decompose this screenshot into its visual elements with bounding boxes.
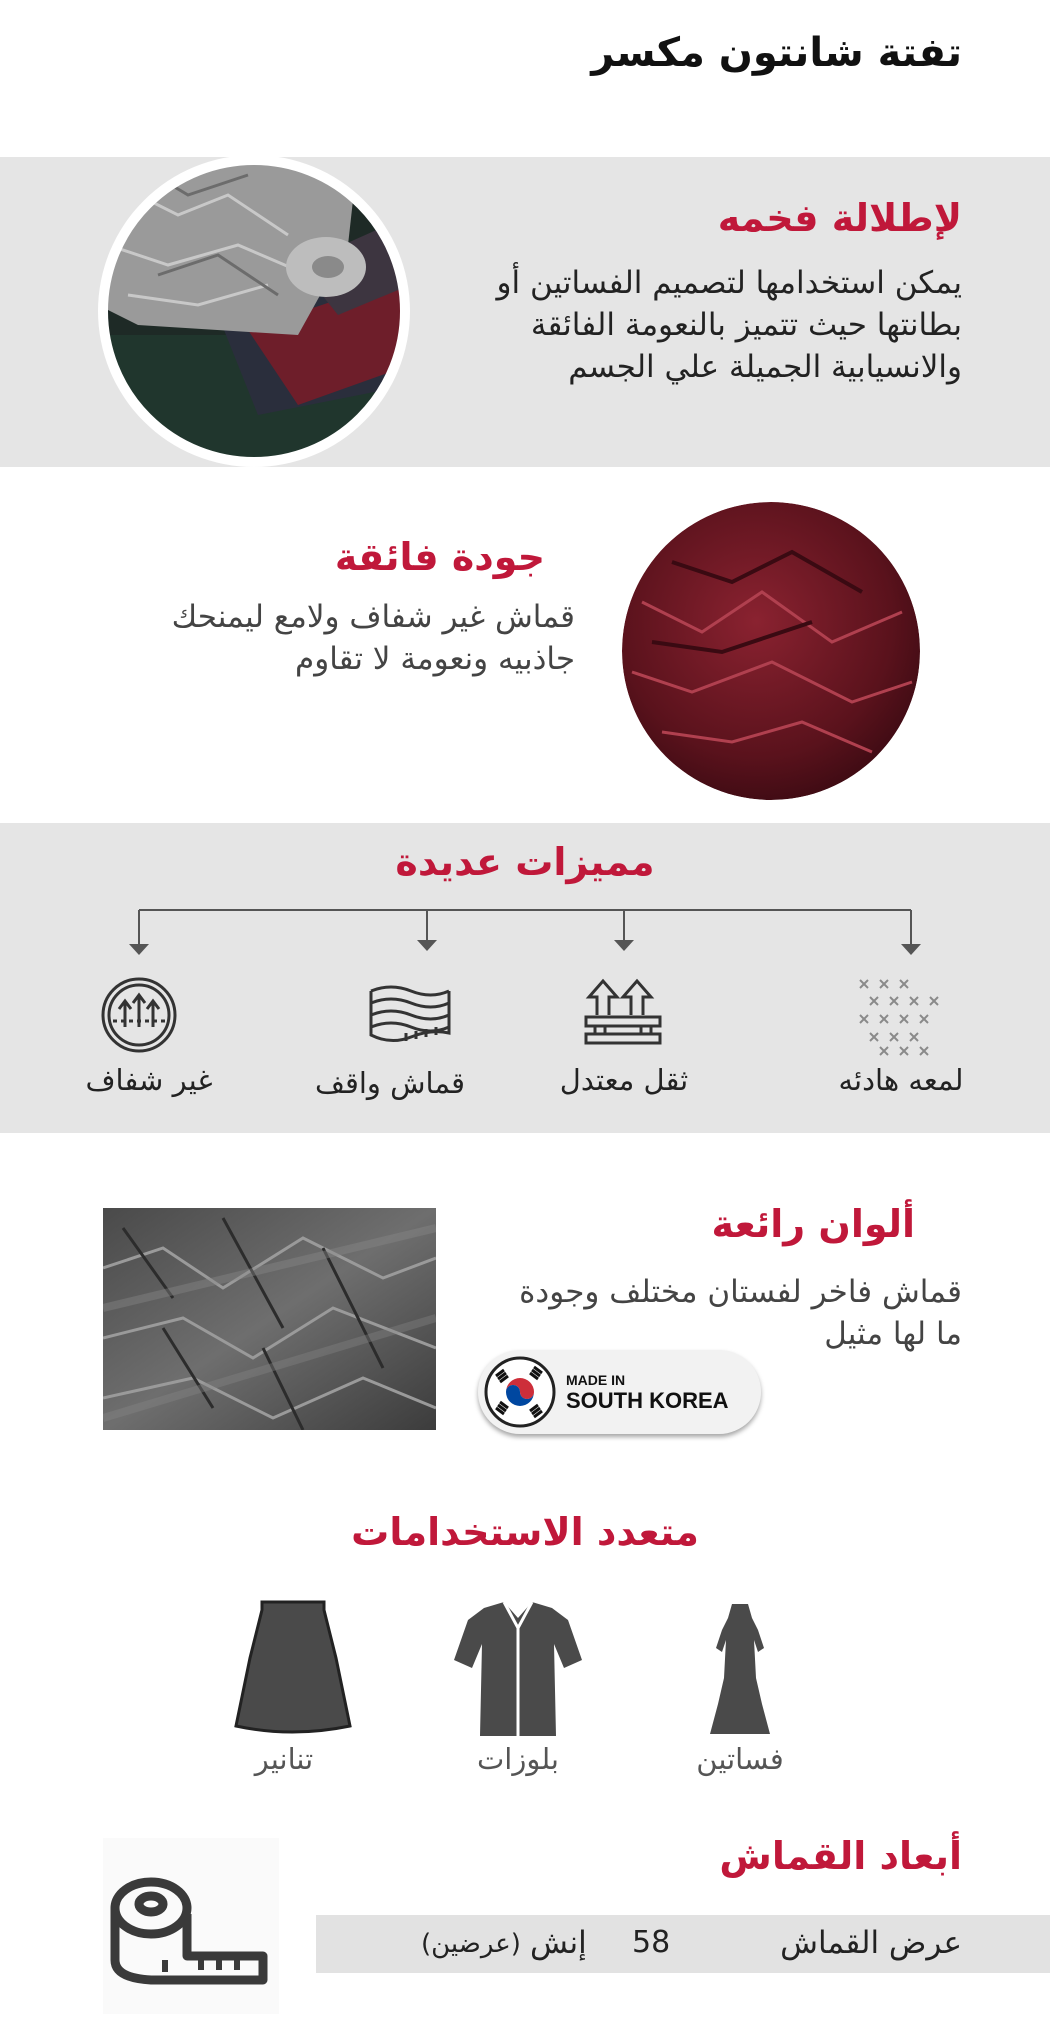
korea-flag-icon — [484, 1356, 556, 1428]
blouse-icon — [450, 1598, 586, 1740]
dress-icon — [700, 1600, 780, 1740]
opacity-circle-icon — [99, 975, 179, 1055]
features-connector — [0, 900, 1050, 960]
features-heading: مميزات عديدة — [395, 840, 655, 884]
fabric-rolls-image — [98, 155, 410, 467]
colors-text — [519, 1271, 962, 1355]
feature-label-opaque: غير شفاف — [85, 1063, 213, 1097]
feature-label-stiff: قماش واقف — [314, 1066, 466, 1100]
colors-text-line: قماش فاخر لفستان مختلف وجودة — [519, 1274, 962, 1310]
luxury-heading: لإطلالة فخمه — [717, 196, 962, 240]
use-label-dresses: فساتين — [696, 1742, 784, 1776]
page-title: تفتة شانتون مكسر — [591, 30, 962, 76]
luxury-text-line: بطانتها حيث تتميز بالنعومة الفائقة — [530, 307, 962, 343]
red-fabric-image — [622, 502, 920, 800]
skirt-icon — [232, 1598, 354, 1740]
quality-text-line: قماش غير شفاف ولامع ليمنحك — [171, 599, 575, 635]
badge-big-text: SOUTH KOREA — [566, 1388, 729, 1413]
fabric-layers-icon — [366, 983, 452, 1059]
sparkle-pattern-icon — [855, 975, 945, 1060]
quality-text — [172, 596, 575, 680]
luxury-text-line: والانسيابية الجميلة علي الجسم — [568, 349, 962, 385]
use-label-skirts: تنانير — [254, 1742, 314, 1776]
quality-text-line: جاذبيه ونعومة لا تقاوم — [295, 641, 575, 677]
badge-small-text: MADE IN — [566, 1372, 626, 1388]
feature-label-weight: ثقل معتدل — [559, 1063, 689, 1097]
dimension-unit: إنش — [530, 1925, 587, 1961]
tape-measure-image — [103, 1838, 279, 2014]
colors-heading: ألوان رائعة — [711, 1202, 915, 1246]
tape-measure-icon — [103, 1838, 279, 2014]
luxury-text-line: يمكن استخدامها لتصميم الفساتين أو — [496, 265, 962, 301]
colors-text-line: ما لها مثيل — [824, 1316, 962, 1352]
dimension-row — [316, 1915, 1050, 1973]
gray-fabric-image — [103, 1208, 436, 1430]
dimension-note: (عرضين) — [421, 1929, 521, 1959]
feature-label-shine: لمعه هادئه — [838, 1063, 964, 1097]
pallet-weight-icon — [583, 975, 665, 1047]
dimension-value: 58 — [632, 1925, 671, 1960]
luxury-text — [497, 262, 962, 388]
dimension-label: عرض القماش — [780, 1925, 962, 1961]
use-label-blouses: بلوزات — [476, 1742, 559, 1776]
uses-heading: متعدد الاستخدامات — [351, 1510, 699, 1554]
made-in-korea-badge — [478, 1350, 761, 1434]
dimensions-heading: أبعاد القماش — [719, 1834, 962, 1878]
quality-heading: جودة فائقة — [334, 535, 545, 579]
